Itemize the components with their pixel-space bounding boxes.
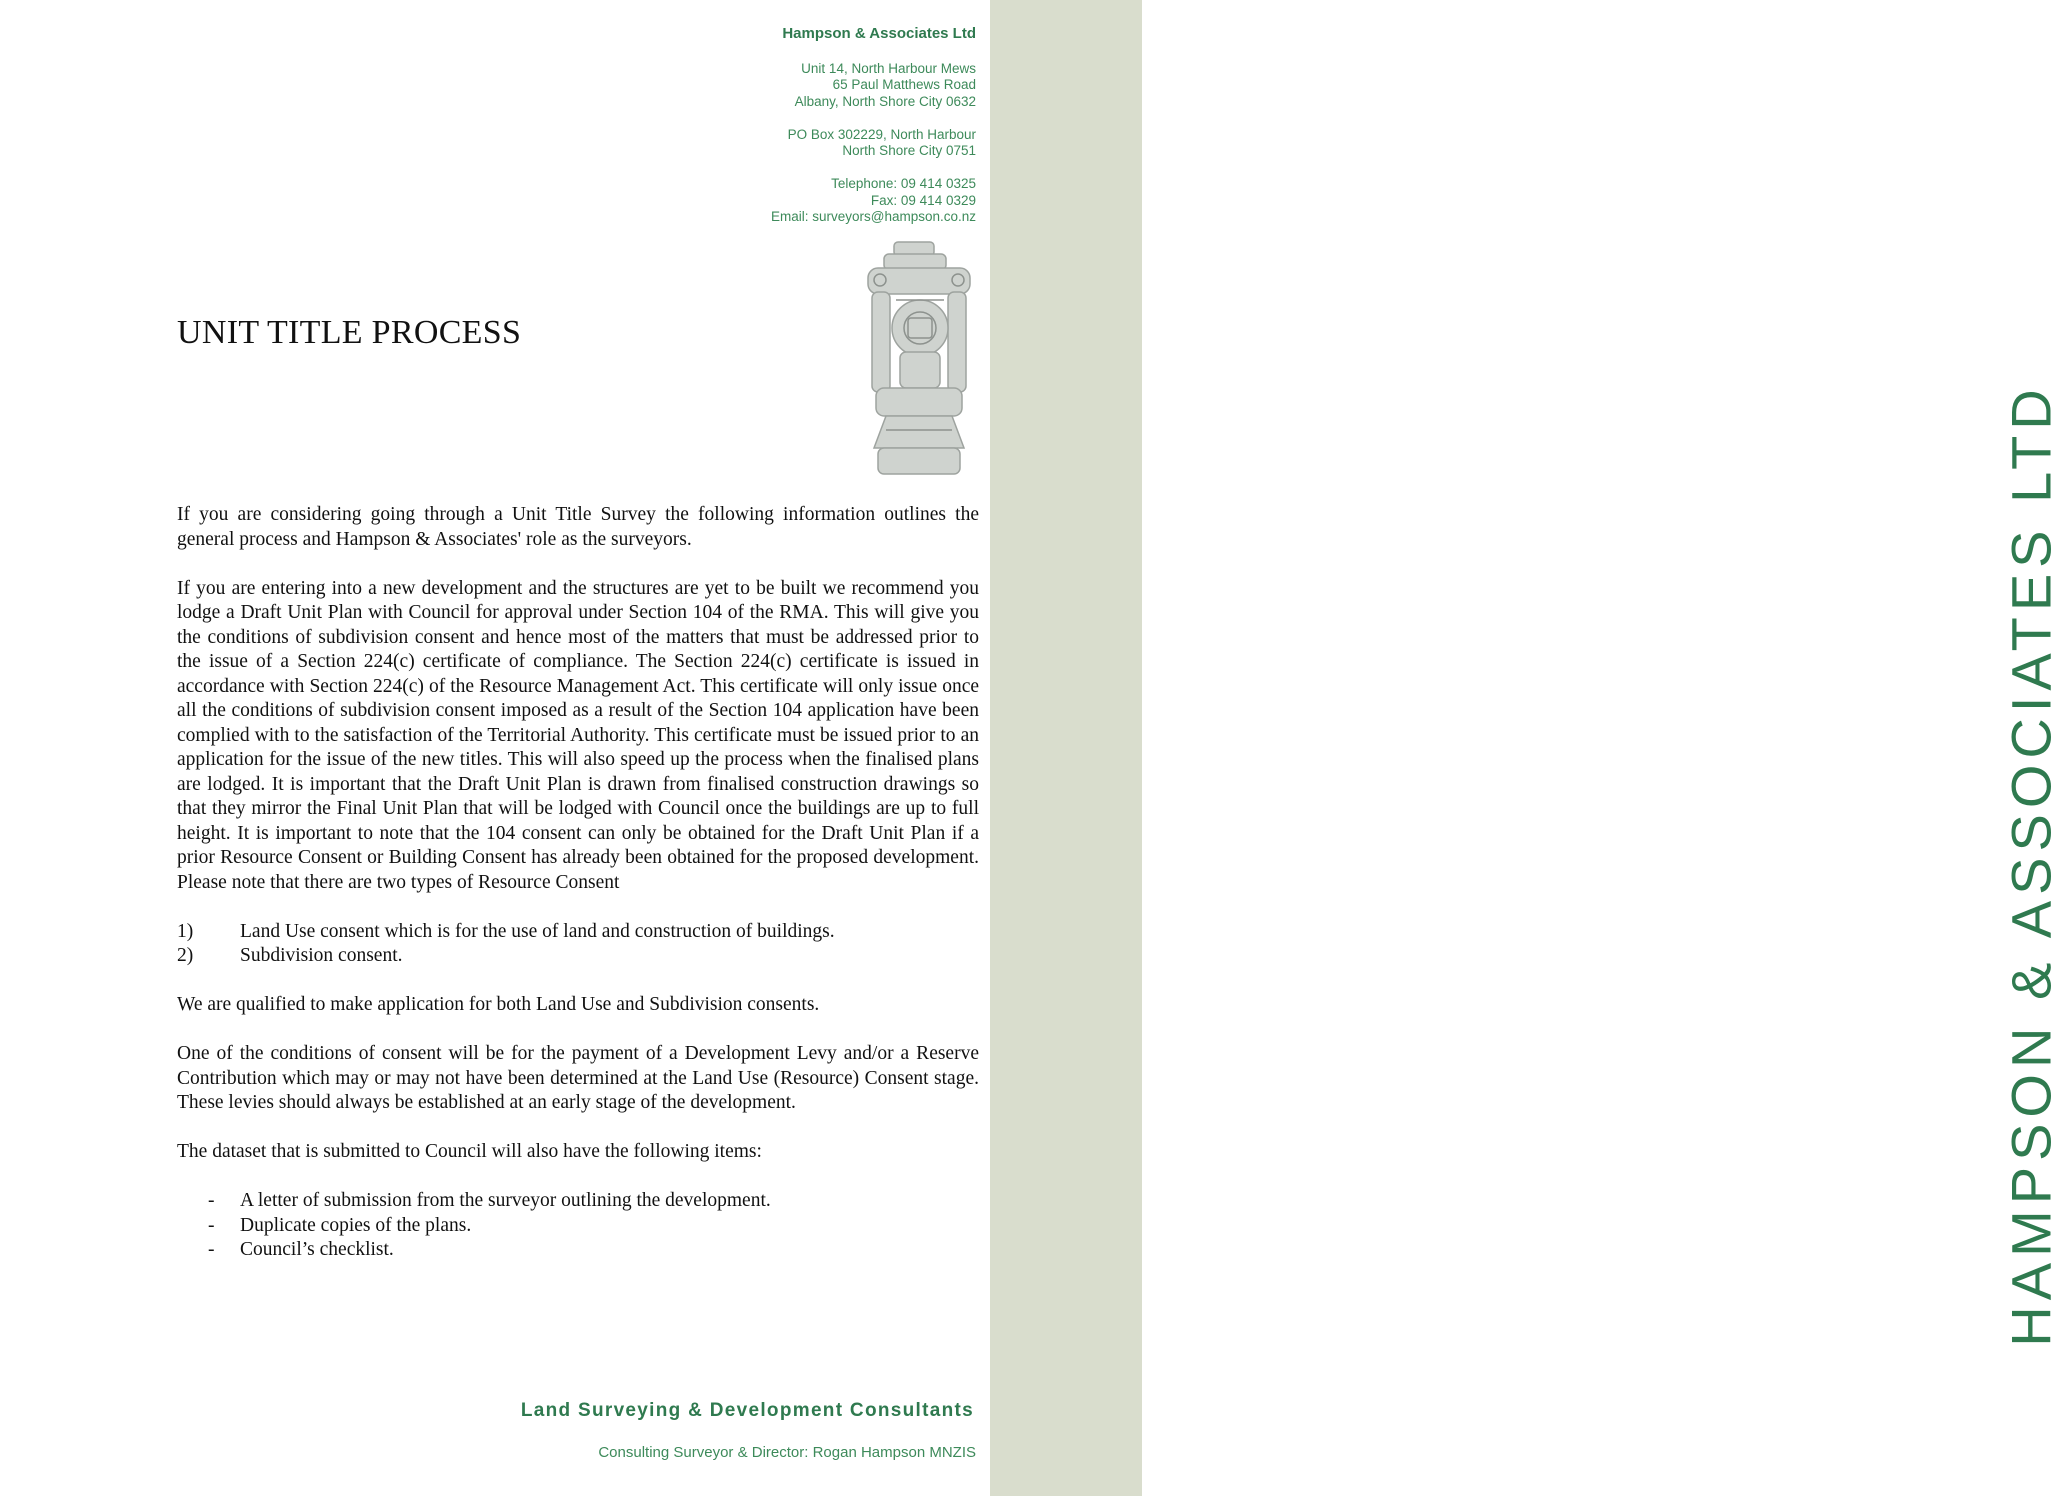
list-marker: 2) <box>177 945 194 966</box>
postal-address <box>771 127 976 160</box>
footer-tagline: Land Surveying & Development Consultants <box>520 1400 974 1421</box>
levy-paragraph: One of the conditions of consent will be for the payment of a Development Levy and/or a Reserve Contribution which may or may not have been determined at the Land Use (Resource) Consent stage. These levies should always be established at an early stage of the development. <box>177 1043 979 1113</box>
po-box-line: PO Box 302229, North Harbour <box>787 126 976 142</box>
fax: Fax: 09 414 0329 <box>870 192 976 208</box>
address-line: 65 Paul Matthews Road <box>832 77 976 92</box>
footer-director: Consulting Surveyor & Director: Rogan Hampson MNZIS <box>598 1444 976 1461</box>
consent-types-list <box>177 920 979 969</box>
list-item <box>177 1189 979 1214</box>
page-title: UNIT TITLE PROCESS <box>177 314 522 351</box>
theodolite-icon <box>856 240 982 478</box>
list-item <box>177 1238 979 1263</box>
sidebar-band <box>990 0 2063 1496</box>
po-box-line: North Shore City 0751 <box>842 143 976 158</box>
list-marker: - <box>208 1190 215 1211</box>
company-name: Hampson & Associates Ltd <box>782 25 976 42</box>
contact-details <box>771 176 976 226</box>
list-item-text: Land Use consent which is for the use of land and construction of buildings. <box>240 920 835 942</box>
dataset-paragraph: The dataset that is submitted to Council will also have the following items: <box>177 1141 762 1162</box>
development-paragraph: If you are entering into a new development and the structures are yet to be built we recommend you lodge a Draft Unit Plan with Council for approval under Section 104 of the RMA. This will give you the conditions of subdivision consent and hence most of the matters that must be addressed prior to the issue of a Section 224(c) certificate of compliance. The Section 224(c) certificate is issued in accordance with Section 224(c) of the Resource Management Act. This certificate will only issue once all the conditions of subdivision consent imposed as a result of the Section 104 application have been complied with to the satisfaction of the Territorial Authority. This certificate must be issued prior to an application for the issue of the new titles. This will also speed up the process when the finalised plans are lodged. It is important that the Draft Unit Plan is drawn from finalised construction drawings so that they mirror the Final Unit Plan that will be lodged with Council once the buildings are up to full height. It is important to note that the 104 consent can only be obtained for the Draft Unit Plan if a prior Resource Consent or Building Consent has already been obtained for the proposed development. Please note that there are two types of Resource Consent <box>177 577 979 893</box>
list-marker: - <box>208 1214 215 1236</box>
list-item <box>177 920 979 945</box>
intro-paragraph: If you are considering going through a Unit Title Survey the following information outlines the general process and Hampson & Associates' role as the surveyors. <box>177 504 979 550</box>
address-line: Albany, North Shore City 0632 <box>794 93 976 109</box>
list-item <box>177 944 979 969</box>
telephone: Telephone: 09 414 0325 <box>831 176 976 191</box>
email: Email: surveyors@hampson.co.nz <box>770 209 976 224</box>
document-body <box>177 503 979 1287</box>
street-address <box>771 61 976 111</box>
qualification-paragraph: We are qualified to make application for both Land Use and Subdivision consents. <box>177 994 820 1015</box>
list-marker: 1) <box>177 920 194 942</box>
address-line: Unit 14, North Harbour Mews <box>801 60 976 76</box>
sidebar-company-name: HAMPSON & ASSOCIATES LTD <box>1999 383 2063 1347</box>
letterhead <box>771 26 976 226</box>
list-item <box>177 1214 979 1239</box>
list-marker: - <box>208 1239 215 1260</box>
dataset-items-list <box>177 1189 979 1263</box>
list-item-text: A letter of submission from the surveyor outlining the development. <box>240 1190 771 1211</box>
list-item-text: Subdivision consent. <box>240 945 403 966</box>
list-item-text: Duplicate copies of the plans. <box>240 1214 472 1236</box>
list-item-text: Council’s checklist. <box>240 1239 394 1260</box>
